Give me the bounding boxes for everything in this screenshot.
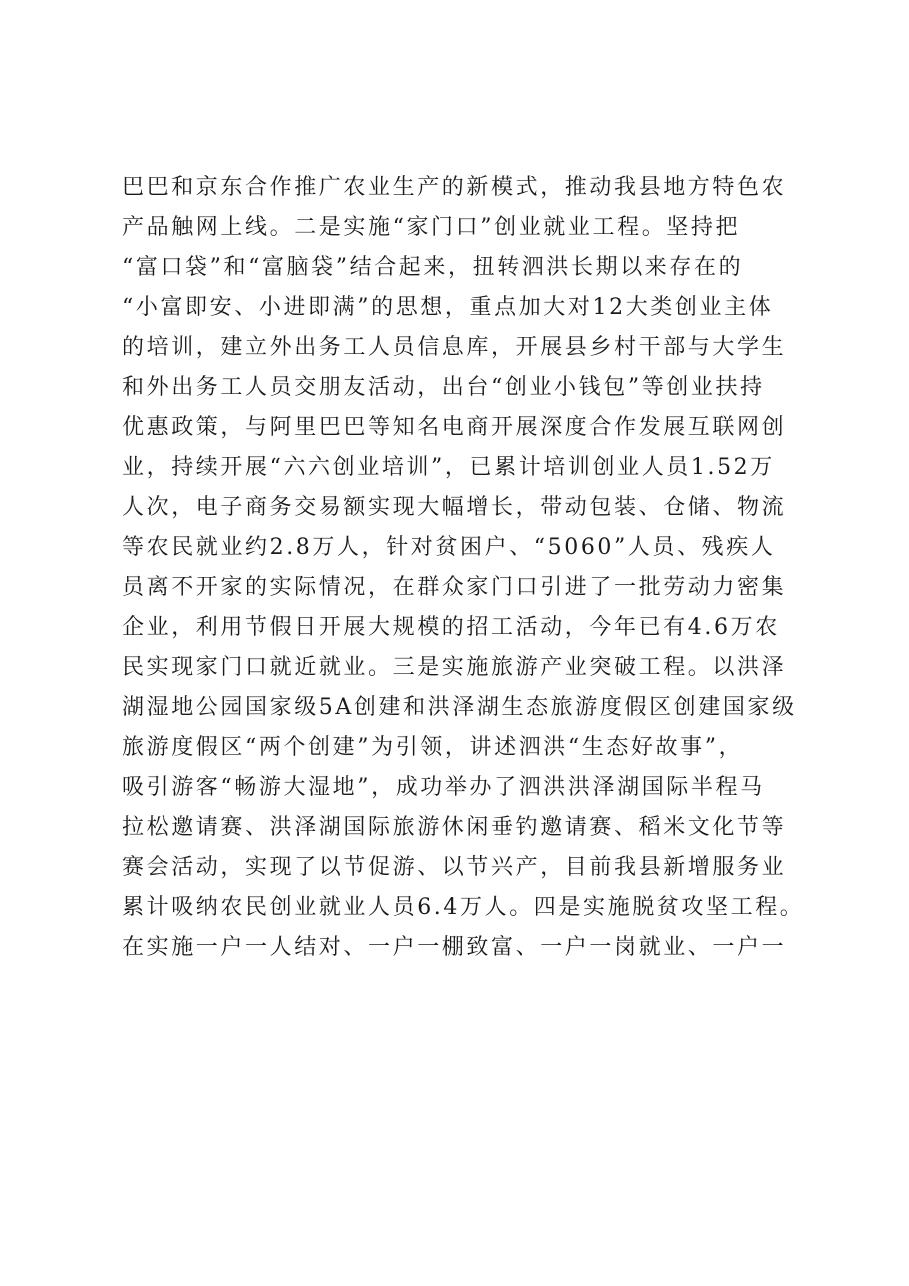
text-line-4: “小富即安、小进即满”的思想，重点加大对12大类创业主体 [122, 295, 774, 320]
text-line-9: 人次，电子商务交易额实现大幅增长，带动包装、仓储、物流 [122, 495, 787, 520]
body-text [122, 168, 822, 968]
text-line-13: 民实现家门口就近就业。三是实施旅游产业突破工程。以洪泽 [122, 655, 787, 680]
text-line-15: 旅游度假区“两个创建”为引领，讲述泗洪“生态好故事”， [122, 735, 744, 760]
text-line-18: 赛会活动，实现了以节促游、以节兴产，目前我县新增服务业 [122, 855, 787, 880]
text-line-12: 企业，利用节假日开展大规模的招工活动，今年已有4.6万农 [122, 615, 780, 640]
text-line-8: 业，持续开展“六六创业培训”，已累计培训创业人员1.52万 [122, 455, 775, 480]
text-line-5: 的培训，建立外出务工人员信息库，开展县乡村干部与大学生 [122, 335, 787, 360]
text-line-20: 在实施一户一人结对、一户一棚致富、一户一岗就业、一户一 [122, 935, 787, 960]
text-line-2: 产品触网上线。二是实施“家门口”创业就业工程。坚持把 [122, 215, 741, 240]
text-line-14: 湖湿地公园国家级5A创建和洪泽湖生态旅游度假区创建国家级 [122, 695, 797, 720]
text-line-3: “富口袋”和“富脑袋”结合起来，扭转泗洪长期以来存在的 [122, 255, 744, 280]
text-line-6: 和外出务工人员交朋友活动，出台“创业小钱包”等创业扶持 [122, 375, 765, 400]
text-line-17: 拉松邀请赛、洪泽湖国际旅游休闲垂钓邀请赛、稻米文化节等 [122, 815, 787, 840]
text-line-11: 员离不开家的实际情况，在群众家门口引进了一批劳动力密集 [122, 575, 787, 600]
text-line-10: 等农民就业约2.8万人，针对贫困户、“5060”人员、残疾人 [122, 535, 776, 560]
text-line-19: 累计吸纳农民创业就业人员6.4万人。四是实施脱贫攻坚工程。 [122, 895, 805, 920]
text-line-7: 优惠政策，与阿里巴巴等知名电商开展深度合作发展互联网创 [122, 415, 787, 440]
text-line-16: 吸引游客“畅游大湿地”，成功举办了泗洪洪泽湖国际半程马 [122, 775, 765, 800]
text-line-1: 巴巴和京东合作推广农业生产的新模式，推动我县地方特色农 [122, 175, 787, 200]
